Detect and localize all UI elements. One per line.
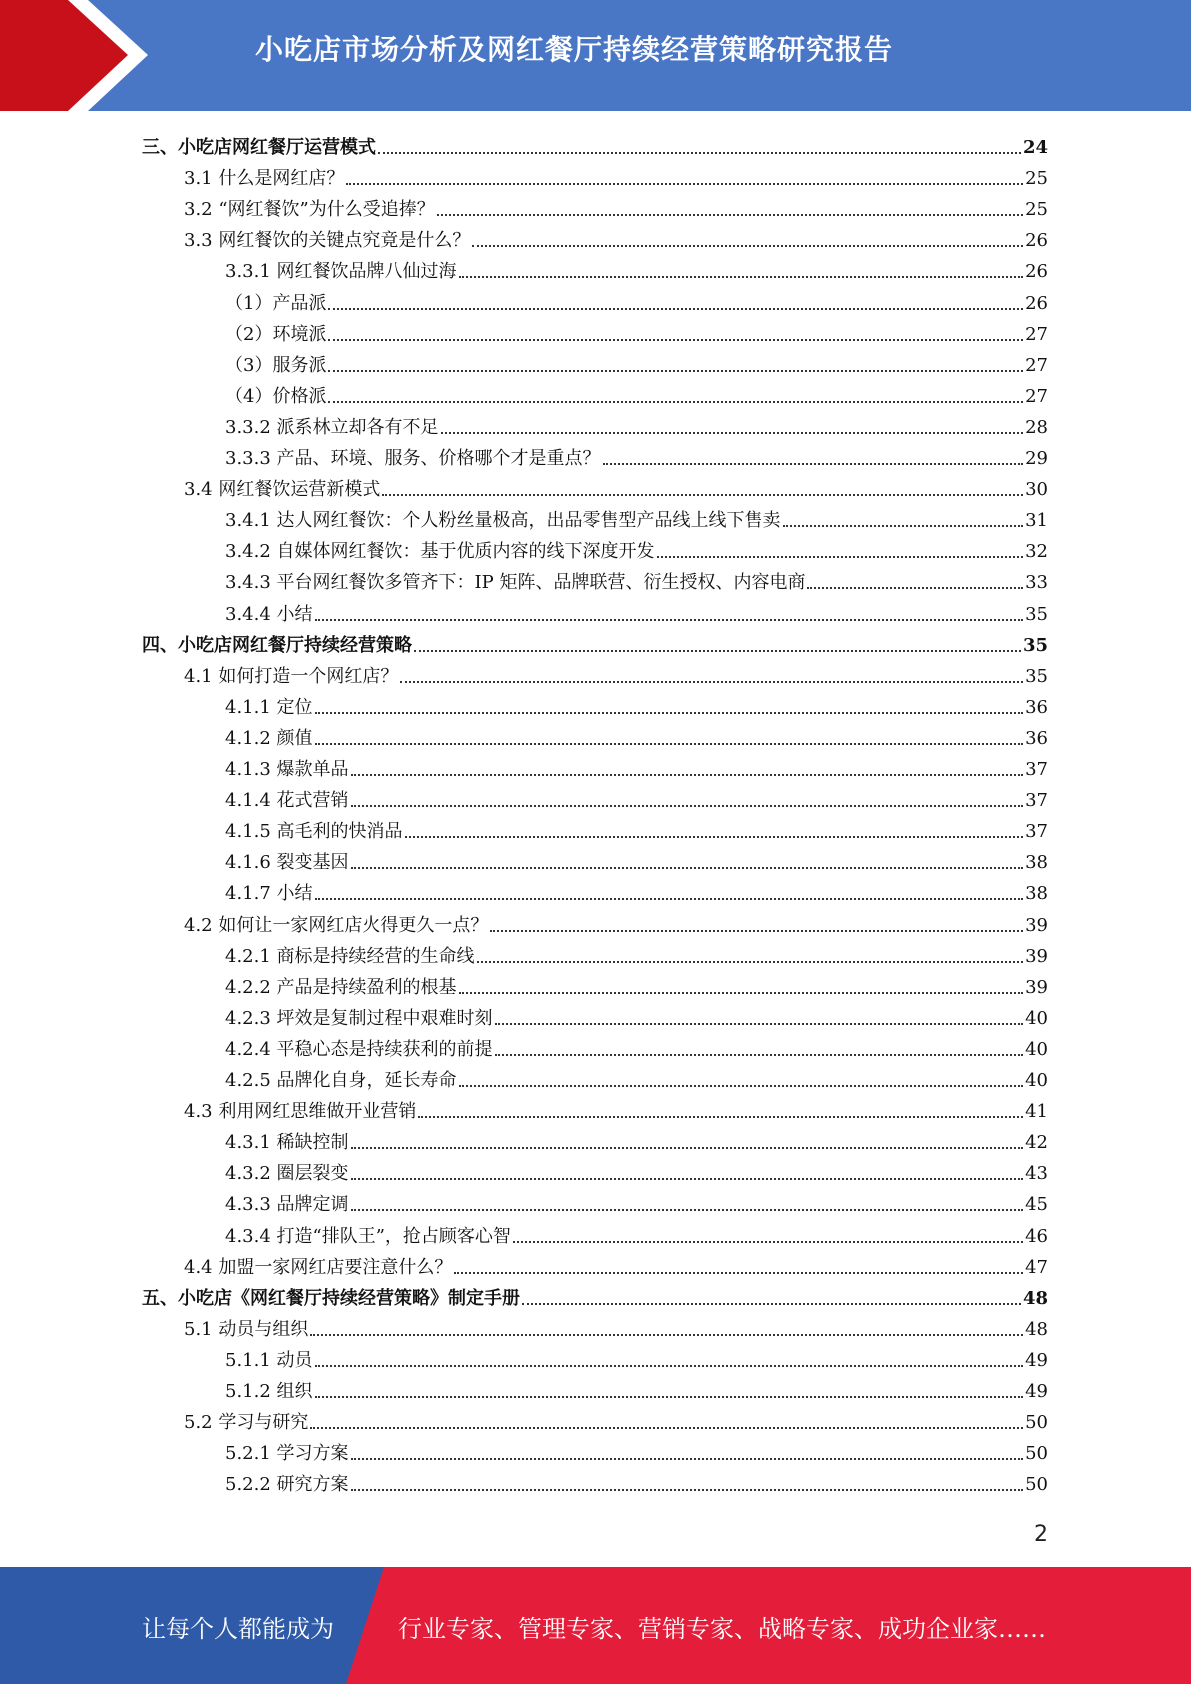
- toc-entry-page: 27: [1025, 385, 1048, 407]
- toc-entry-page: 29: [1025, 448, 1048, 469]
- toc-entry-label: 4.4 加盟一家网红店要注意什么？: [184, 1256, 453, 1278]
- toc-entry-label: 5.2.2 研究方案: [225, 1474, 349, 1496]
- toc-entry-page: 41: [1025, 1101, 1048, 1123]
- toc-entry[interactable]: [225, 968, 1048, 999]
- toc-entry-label: 4.3.4 打造“排队王”，抢占顾客心智: [225, 1225, 511, 1247]
- toc-entry-label: 3.4.4 小结: [225, 603, 313, 625]
- toc-dot-leader: [351, 1487, 1024, 1491]
- page-number: 2: [1034, 1522, 1048, 1547]
- toc-dot-leader: [382, 492, 1023, 496]
- toc-entry[interactable]: [184, 657, 1048, 688]
- toc-dot-leader: [315, 710, 1024, 714]
- header-banner: [0, 0, 1191, 111]
- toc-entry-label: 三、小吃店网红餐厅运营模式: [142, 137, 376, 158]
- toc-entry-page: 50: [1025, 1412, 1048, 1434]
- toc-entry-label: 3.1 什么是网红店？: [184, 168, 345, 190]
- toc-entry-page: 27: [1025, 323, 1048, 345]
- toc-dot-leader: [490, 928, 1023, 932]
- toc-entry[interactable]: [142, 626, 1048, 657]
- toc-entry[interactable]: [225, 1372, 1048, 1403]
- toc-entry[interactable]: [225, 1061, 1048, 1092]
- toc-entry-page: 47: [1025, 1256, 1048, 1278]
- toc-entry[interactable]: [142, 128, 1048, 159]
- toc-dot-leader: [472, 243, 1023, 247]
- toc-dot-leader: [351, 865, 1024, 869]
- toc-entry-label: 5.2 学习与研究: [184, 1412, 309, 1434]
- toc-entry[interactable]: [225, 595, 1048, 626]
- toc-entry[interactable]: [225, 408, 1048, 439]
- toc-dot-leader: [315, 741, 1024, 745]
- toc-entry[interactable]: [184, 159, 1048, 190]
- toc-dot-leader: [346, 181, 1023, 185]
- toc-entry[interactable]: [184, 1248, 1048, 1279]
- toc-dot-leader: [522, 1301, 1021, 1305]
- toc-entry-label: 3.3.1 网红餐饮品牌八仙过海: [225, 261, 457, 283]
- toc-entry-label: 4.2.4 平稳心态是持续获利的前提: [225, 1038, 493, 1060]
- toc-dot-leader: [315, 617, 1024, 621]
- toc-entry-page: 48: [1022, 1287, 1048, 1309]
- toc-entry-page: 49: [1025, 1349, 1048, 1371]
- toc-entry-label: 5.2.1 学习方案: [225, 1443, 349, 1465]
- toc-entry-page: 38: [1025, 883, 1048, 905]
- toc-entry[interactable]: [225, 1341, 1048, 1372]
- toc-dot-leader: [351, 772, 1024, 776]
- toc-entry[interactable]: [184, 1403, 1048, 1434]
- toc-entry-page: 36: [1025, 727, 1048, 749]
- toc-entry-label: 4.1.7 小结: [225, 883, 313, 905]
- toc-dot-leader: [437, 212, 1023, 216]
- toc-entry-label: 4.2.5 品牌化自身，延长寿命: [225, 1070, 457, 1091]
- toc-entry[interactable]: [225, 781, 1048, 812]
- toc-entry[interactable]: [225, 1030, 1048, 1061]
- toc-entry-page: 30: [1025, 479, 1048, 501]
- toc-entry[interactable]: [225, 315, 1048, 346]
- toc-entry[interactable]: [225, 1217, 1048, 1248]
- toc-entry-label: 4.3.2 圈层裂变: [225, 1163, 349, 1185]
- toc-entry-page: 25: [1025, 168, 1048, 190]
- toc-entry[interactable]: [225, 750, 1048, 781]
- toc-entry-label: 3.3 网红餐饮的关键点究竟是什么？: [184, 230, 471, 252]
- toc-entry-page: 38: [1025, 852, 1048, 874]
- toc-entry[interactable]: [184, 906, 1048, 937]
- document-title: 小吃店市场分析及网红餐厅持续经营策略研究报告: [255, 33, 894, 66]
- toc-entry-label: 4.1.1 定位: [225, 696, 313, 718]
- toc-entry[interactable]: [225, 377, 1048, 408]
- toc-entry-page: 31: [1025, 510, 1048, 532]
- toc-entry-label: 4.2.1 商标是持续经营的生命线: [225, 945, 475, 967]
- toc-entry[interactable]: [225, 346, 1048, 377]
- toc-entry-page: 40: [1025, 1007, 1048, 1029]
- toc-entry-page: 50: [1025, 1474, 1048, 1496]
- toc-dot-leader: [315, 896, 1024, 900]
- toc-entry-page: 35: [1025, 603, 1048, 625]
- toc-entry-page: 26: [1025, 292, 1048, 314]
- toc-entry[interactable]: [184, 1092, 1048, 1123]
- toc-entry-page: 39: [1025, 976, 1048, 998]
- toc-entry-page: 25: [1025, 199, 1048, 221]
- toc-entry-page: 43: [1025, 1163, 1048, 1185]
- toc-entry-label: 3.3.3 产品、环境、服务、价格哪个才是重点？: [225, 448, 601, 469]
- toc-dot-leader: [441, 430, 1024, 434]
- toc-entry[interactable]: [225, 1465, 1048, 1496]
- toc-entry-page: 50: [1025, 1443, 1048, 1465]
- toc-entry-label: 四、小吃店网红餐厅持续经营策略: [142, 634, 412, 656]
- toc-entry[interactable]: [225, 252, 1048, 283]
- toc-dot-leader: [783, 523, 1024, 527]
- toc-entry-label: 4.1.5 高毛利的快消品: [225, 821, 403, 843]
- toc-dot-leader: [418, 1114, 1023, 1118]
- toc-entry[interactable]: [225, 532, 1048, 563]
- toc-entry-page: 27: [1025, 354, 1048, 376]
- toc-dot-leader: [459, 1083, 1024, 1087]
- toc-dot-leader: [351, 1207, 1024, 1211]
- toc-dot-leader: [405, 834, 1024, 838]
- toc-entry-label: 五、小吃店《网红餐厅持续经营策略》制定手册: [142, 1287, 520, 1309]
- toc-dot-leader: [328, 306, 1023, 310]
- toc-entry[interactable]: [225, 843, 1048, 874]
- toc-entry[interactable]: [225, 1185, 1048, 1216]
- toc-dot-leader: [351, 1176, 1024, 1180]
- toc-entry-label: 4.1 如何打造一个网红店？: [184, 665, 399, 687]
- toc-entry-page: 37: [1025, 821, 1048, 843]
- toc-entry-page: 39: [1025, 914, 1048, 936]
- toc-dot-leader: [351, 1145, 1024, 1149]
- toc-dot-leader: [807, 585, 1023, 589]
- toc-entry-page: 37: [1025, 790, 1048, 812]
- toc-entry[interactable]: [225, 812, 1048, 843]
- footer-banner: [0, 1567, 1191, 1684]
- toc-entry[interactable]: [184, 221, 1048, 252]
- toc-entry-page: 26: [1025, 230, 1048, 252]
- toc-entry-page: 32: [1025, 541, 1048, 563]
- toc-entry-label: 4.2.3 坪效是复制过程中艰难时刻: [225, 1007, 493, 1029]
- toc-entry-label: 4.1.2 颜值: [225, 727, 313, 749]
- toc-entry-label: 3.2 “网红餐饮”为什么受追捧？: [184, 199, 435, 221]
- toc-entry-label: 3.4.3 平台网红餐饮多管齐下：IP 矩阵、品牌联营、衍生授权、内容电商: [225, 572, 806, 594]
- toc-entry-label: 4.2 如何让一家网红店火得更久一点？: [184, 914, 489, 936]
- toc-dot-leader: [400, 679, 1023, 683]
- toc-entry-label: 4.1.6 裂变基因: [225, 852, 349, 874]
- toc-entry-label: 4.3.3 品牌定调: [225, 1194, 349, 1216]
- toc-entry-label: （2）环境派: [225, 323, 327, 345]
- toc-dot-leader: [495, 1052, 1024, 1056]
- toc-dot-leader: [328, 399, 1023, 403]
- toc-dot-leader: [378, 150, 1021, 154]
- toc-entry-page: 28: [1025, 416, 1048, 438]
- toc-entry-page: 49: [1025, 1381, 1048, 1402]
- toc-entry-page: 37: [1025, 759, 1048, 780]
- toc-dot-leader: [477, 959, 1024, 963]
- toc-entry[interactable]: [225, 937, 1048, 968]
- toc-entry[interactable]: [225, 501, 1048, 532]
- toc-entry-page: 48: [1025, 1318, 1048, 1340]
- toc-entry-page: 26: [1025, 261, 1048, 283]
- toc-dot-leader: [513, 1239, 1023, 1243]
- toc-entry[interactable]: [225, 999, 1048, 1030]
- toc-entry-label: 4.3.1 稀缺控制: [225, 1132, 349, 1154]
- toc-entry-label: 4.1.4 花式营销: [225, 790, 349, 812]
- toc-dot-leader: [315, 1394, 1024, 1398]
- toc-entry-label: 5.1.1 动员: [225, 1349, 313, 1371]
- footer-roles: 行业专家、管理专家、营销专家、战略专家、成功企业家……: [398, 1615, 1046, 1643]
- toc-dot-leader: [315, 1363, 1024, 1367]
- toc-entry-page: 40: [1025, 1038, 1048, 1060]
- toc-entry-page: 24: [1022, 137, 1048, 158]
- toc-entry-label: （4）价格派: [225, 385, 327, 407]
- toc-dot-leader: [459, 274, 1024, 278]
- toc-entry-label: 4.3 利用网红思维做开业营销: [184, 1101, 417, 1123]
- toc-entry-label: （3）服务派: [225, 354, 327, 376]
- toc-entry[interactable]: [225, 1123, 1048, 1154]
- toc-dot-leader: [414, 648, 1021, 652]
- toc-entry-page: 33: [1025, 572, 1048, 594]
- toc-dot-leader: [454, 1270, 1023, 1274]
- toc-dot-leader: [328, 337, 1023, 341]
- toc-entry[interactable]: [142, 1279, 1048, 1310]
- toc-entry-page: 46: [1025, 1225, 1048, 1247]
- toc-entry[interactable]: [184, 1310, 1048, 1341]
- toc-entry-label: 4.2.2 产品是持续盈利的根基: [225, 976, 457, 998]
- toc-entry[interactable]: [184, 470, 1048, 501]
- toc-dot-leader: [328, 368, 1023, 372]
- toc-dot-leader: [459, 990, 1024, 994]
- toc-entry-page: 42: [1025, 1132, 1048, 1154]
- toc-entry[interactable]: [225, 439, 1048, 470]
- toc-entry-label: 5.1 动员与组织: [184, 1318, 309, 1340]
- footer-slogan: 让每个人都能成为: [142, 1615, 334, 1643]
- toc-entry[interactable]: [225, 563, 1048, 594]
- toc-entry[interactable]: [225, 874, 1048, 905]
- toc-dot-leader: [351, 803, 1024, 807]
- toc-dot-leader: [495, 1021, 1024, 1025]
- toc-dot-leader: [657, 554, 1024, 558]
- toc-entry-page: 35: [1022, 634, 1048, 656]
- toc-entry[interactable]: [225, 284, 1048, 315]
- toc-entry[interactable]: [225, 719, 1048, 750]
- toc-entry-label: （1）产品派: [225, 292, 327, 314]
- toc-dot-leader: [603, 461, 1024, 465]
- toc-entry[interactable]: [184, 190, 1048, 221]
- toc-entry-page: 40: [1025, 1070, 1048, 1091]
- toc-entry-label: 5.1.2 组织: [225, 1381, 313, 1402]
- toc-entry[interactable]: [225, 688, 1048, 719]
- toc-entry-page: 36: [1025, 696, 1048, 718]
- toc-dot-leader: [310, 1332, 1023, 1336]
- toc-entry-label: 3.4.1 达人网红餐饮：个人粉丝量极高，出品零售型产品线上线下售卖: [225, 510, 781, 532]
- toc-entry-label: 3.4.2 自媒体网红餐饮：基于优质内容的线下深度开发: [225, 541, 655, 563]
- toc-entry-page: 45: [1025, 1194, 1048, 1216]
- toc-entry-label: 3.4 网红餐饮运营新模式: [184, 479, 381, 501]
- toc-entry[interactable]: [225, 1434, 1048, 1465]
- toc-entry-label: 4.1.3 爆款单品: [225, 759, 349, 780]
- toc-dot-leader: [310, 1425, 1023, 1429]
- toc-dot-leader: [351, 1456, 1024, 1460]
- toc-entry-page: 35: [1025, 665, 1048, 687]
- toc-entry-label: 3.3.2 派系林立却各有不足: [225, 416, 439, 438]
- toc-entry-page: 39: [1025, 945, 1048, 967]
- toc-entry[interactable]: [225, 1154, 1048, 1185]
